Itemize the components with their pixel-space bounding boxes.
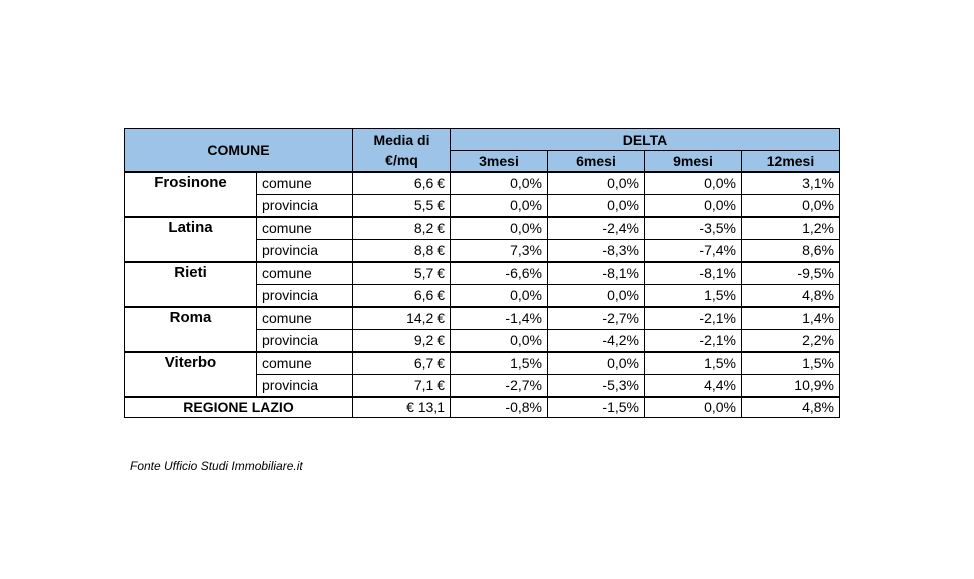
delta-3mesi-cell: -1,4% (451, 307, 548, 330)
city-cell (125, 374, 257, 397)
delta-3mesi-cell: 0,0% (451, 194, 548, 217)
city-cell: Rieti (125, 262, 257, 285)
media-cell: 7,1 € (353, 374, 451, 397)
total-media-cell: € 13,1 (353, 397, 451, 418)
delta-6mesi-cell: -4,2% (548, 329, 645, 352)
delta-6mesi-cell: 0,0% (548, 284, 645, 307)
delta-12mesi-cell: -9,5% (742, 262, 840, 285)
delta-9mesi-cell: 0,0% (645, 172, 742, 195)
delta-12mesi-cell: 4,8% (742, 284, 840, 307)
header-delta: DELTA (451, 129, 840, 151)
delta-12mesi-cell: 2,2% (742, 329, 840, 352)
type-cell: comune (257, 307, 353, 330)
table-row (125, 307, 840, 330)
delta-3mesi-cell: 0,0% (451, 284, 548, 307)
header-media (353, 129, 451, 172)
city-cell: Frosinone (125, 172, 257, 195)
media-cell: 6,6 € (353, 284, 451, 307)
type-cell: provincia (257, 239, 353, 262)
delta-3mesi-cell: 0,0% (451, 329, 548, 352)
table-row (125, 374, 840, 397)
header-9mesi: 9mesi (645, 151, 742, 172)
delta-12mesi-cell: 0,0% (742, 194, 840, 217)
delta-6mesi-cell: -8,1% (548, 262, 645, 285)
media-cell: 5,5 € (353, 194, 451, 217)
delta-6mesi-cell: -5,3% (548, 374, 645, 397)
type-cell: provincia (257, 194, 353, 217)
table-header (125, 129, 840, 172)
type-cell: comune (257, 352, 353, 375)
delta-3mesi-cell: -2,7% (451, 374, 548, 397)
delta-12mesi-cell: 1,2% (742, 217, 840, 240)
delta-9mesi-cell: -3,5% (645, 217, 742, 240)
delta-3mesi-cell: 0,0% (451, 172, 548, 195)
total-delta-6mesi-cell: -1,5% (548, 397, 645, 418)
city-cell: Latina (125, 217, 257, 240)
header-12mesi: 12mesi (742, 151, 840, 172)
delta-12mesi-cell: 8,6% (742, 239, 840, 262)
table-row (125, 217, 840, 240)
type-cell: comune (257, 217, 353, 240)
media-cell: 8,8 € (353, 239, 451, 262)
delta-12mesi-cell: 3,1% (742, 172, 840, 195)
type-cell: comune (257, 262, 353, 285)
city-cell (125, 239, 257, 262)
delta-9mesi-cell: 1,5% (645, 352, 742, 375)
total-label: REGIONE LAZIO (125, 397, 353, 418)
delta-12mesi-cell: 1,4% (742, 307, 840, 330)
media-cell: 6,7 € (353, 352, 451, 375)
delta-3mesi-cell: 1,5% (451, 352, 548, 375)
delta-9mesi-cell: 0,0% (645, 194, 742, 217)
source-note: Fonte Ufficio Studi Immobiliare.it (130, 459, 303, 473)
table-row (125, 329, 840, 352)
city-cell (125, 284, 257, 307)
delta-6mesi-cell: 0,0% (548, 172, 645, 195)
media-cell: 14,2 € (353, 307, 451, 330)
delta-9mesi-cell: 4,4% (645, 374, 742, 397)
delta-6mesi-cell: -2,7% (548, 307, 645, 330)
media-cell: 6,6 € (353, 172, 451, 195)
table-row (125, 352, 840, 375)
delta-6mesi-cell: -8,3% (548, 239, 645, 262)
type-cell: provincia (257, 284, 353, 307)
table-row (125, 172, 840, 195)
city-cell (125, 194, 257, 217)
delta-9mesi-cell: -8,1% (645, 262, 742, 285)
media-cell: 5,7 € (353, 262, 451, 285)
table-row (125, 262, 840, 285)
header-media-line2: €/mq (385, 151, 418, 168)
delta-6mesi-cell: -2,4% (548, 217, 645, 240)
delta-12mesi-cell: 10,9% (742, 374, 840, 397)
table-row (125, 239, 840, 262)
city-cell: Viterbo (125, 352, 257, 375)
delta-12mesi-cell: 1,5% (742, 352, 840, 375)
header-3mesi: 3mesi (451, 151, 548, 172)
total-row (125, 397, 840, 418)
type-cell: provincia (257, 329, 353, 352)
delta-9mesi-cell: 1,5% (645, 284, 742, 307)
delta-3mesi-cell: 0,0% (451, 217, 548, 240)
delta-9mesi-cell: -2,1% (645, 307, 742, 330)
delta-6mesi-cell: 0,0% (548, 194, 645, 217)
city-cell: Roma (125, 307, 257, 330)
delta-6mesi-cell: 0,0% (548, 352, 645, 375)
header-comune: COMUNE (125, 129, 353, 172)
delta-3mesi-cell: -6,6% (451, 262, 548, 285)
city-cell (125, 329, 257, 352)
header-6mesi: 6mesi (548, 151, 645, 172)
price-table (124, 128, 840, 418)
media-cell: 9,2 € (353, 329, 451, 352)
total-delta-9mesi-cell: 0,0% (645, 397, 742, 418)
table-body (125, 172, 840, 418)
delta-9mesi-cell: -7,4% (645, 239, 742, 262)
type-cell: provincia (257, 374, 353, 397)
media-cell: 8,2 € (353, 217, 451, 240)
total-delta-12mesi-cell: 4,8% (742, 397, 840, 418)
delta-9mesi-cell: -2,1% (645, 329, 742, 352)
table-row (125, 194, 840, 217)
type-cell: comune (257, 172, 353, 195)
delta-3mesi-cell: 7,3% (451, 239, 548, 262)
table-row (125, 284, 840, 307)
total-delta-3mesi-cell: -0,8% (451, 397, 548, 418)
header-media-line1: Media di (373, 131, 430, 148)
